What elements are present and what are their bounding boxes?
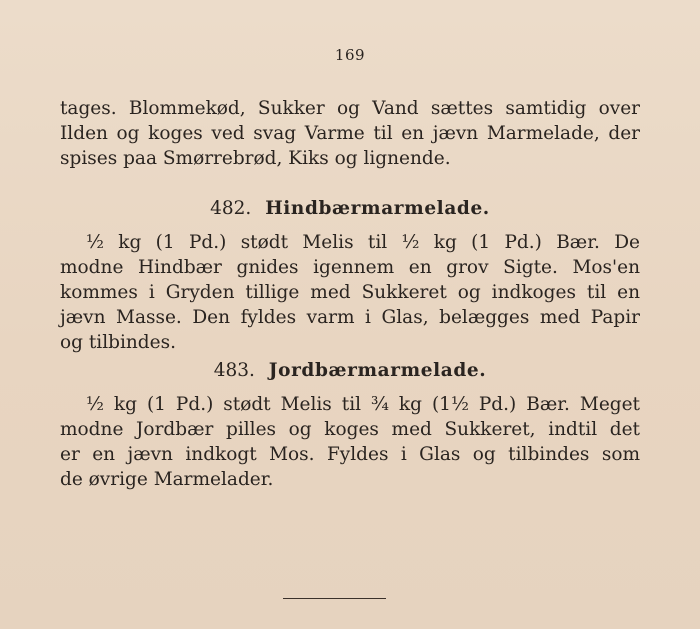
text-line: spises paa Smørrebrød, Kiks og lignende. bbox=[60, 148, 451, 169]
recipe-heading-483 bbox=[0, 360, 700, 381]
intro-paragraph bbox=[60, 96, 640, 171]
recipe-number: 482. bbox=[210, 198, 252, 219]
text-line: og tilbindes. bbox=[60, 332, 176, 353]
text-line: Ilden og koges ved svag Varme til en jævn Marmelade, der bbox=[60, 123, 640, 144]
text-line: modne Jordbær pilles og koges med Sukkeret, indtil det bbox=[60, 419, 640, 440]
end-rule bbox=[283, 598, 386, 599]
text-line: modne Hindbær gnides igennem en grov Sigte. Mos'en bbox=[60, 257, 640, 278]
text-line: jævn Masse. Den fyldes varm i Glas, belægges med Papir bbox=[60, 307, 640, 328]
recipe-body-482 bbox=[60, 230, 640, 355]
recipe-title: Hindbærmarmelade. bbox=[265, 198, 490, 219]
recipe-heading-482 bbox=[0, 198, 700, 219]
recipe-title: Jordbærmarmelade. bbox=[268, 360, 487, 381]
text-line: ½ kg (1 Pd.) stødt Melis til ¾ kg (1½ Pd.) Bær. Meget bbox=[86, 394, 640, 415]
recipe-number: 483. bbox=[213, 360, 255, 381]
text-line: tages. Blommekød, Sukker og Vand sættes samtidig over bbox=[60, 98, 640, 119]
text-line: er en jævn indkogt Mos. Fyldes i Glas og tilbindes som bbox=[60, 444, 640, 465]
page-number: 169 bbox=[334, 46, 366, 64]
text-line: de øvrige Marmelader. bbox=[60, 469, 274, 490]
text-line: ½ kg (1 Pd.) stødt Melis til ½ kg (1 Pd.) Bær. De bbox=[86, 232, 640, 253]
recipe-body-483 bbox=[60, 392, 640, 492]
text-line: kommes i Gryden tillige med Sukkeret og indkoges til en bbox=[60, 282, 640, 303]
